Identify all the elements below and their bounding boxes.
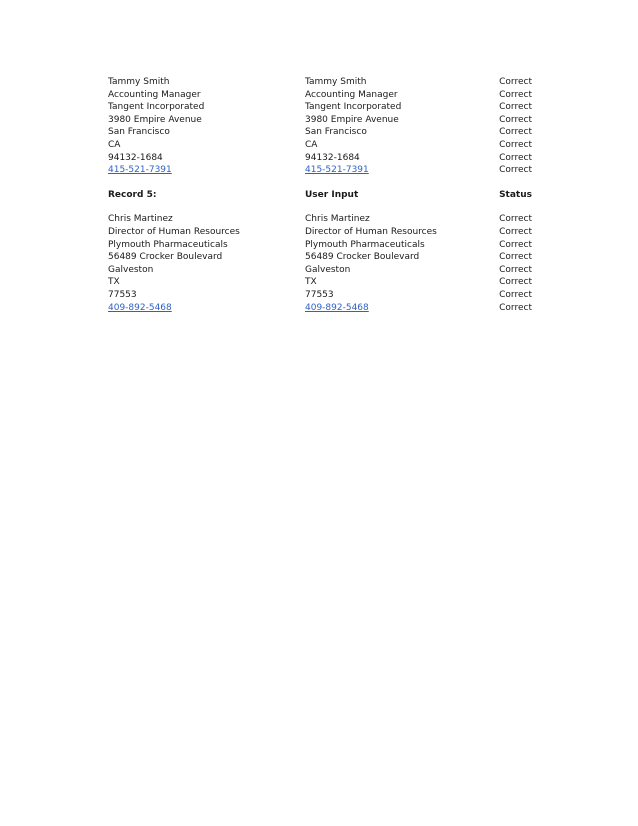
expected-value: 56489 Crocker Boulevard	[108, 252, 223, 263]
user-input-value: Plymouth Pharmaceuticals	[305, 239, 425, 250]
record4-row-state	[108, 139, 532, 152]
status-value: Correct	[499, 239, 532, 250]
record4-row-title	[108, 89, 532, 102]
status-value: Correct	[499, 165, 532, 176]
expected-value: 94132-1684	[108, 152, 163, 163]
record4-row-company	[108, 101, 532, 114]
status-value: Correct	[499, 214, 532, 225]
user-input-value: 94132-1684	[305, 152, 360, 163]
user-input-value: Tammy Smith	[305, 77, 367, 87]
user-input-value: 3980 Empire Avenue	[305, 114, 399, 125]
expected-value: San Francisco	[108, 127, 170, 138]
record5-row-city	[108, 264, 532, 277]
record5-row-state	[108, 276, 532, 289]
record4-row-zip	[108, 152, 532, 165]
status-value: Correct	[499, 152, 532, 163]
record5-row-company	[108, 239, 532, 252]
status-value: Correct	[499, 89, 532, 100]
record5-row-title	[108, 226, 532, 239]
record4-row-phone	[108, 164, 532, 177]
status-header: Status	[499, 189, 532, 200]
user-input-value: San Francisco	[305, 127, 367, 138]
expected-value: TX	[108, 277, 120, 288]
user-input-header: User Input	[305, 189, 359, 200]
user-input-value: Chris Martinez	[305, 214, 370, 225]
results-document	[108, 76, 532, 314]
phone-link[interactable]: 409-892-5468	[305, 302, 369, 313]
user-input-value: TX	[305, 277, 317, 288]
status-value: Correct	[499, 302, 532, 313]
status-value: Correct	[499, 226, 532, 237]
phone-link[interactable]: 409-892-5468	[108, 302, 172, 313]
phone-link[interactable]: 415-521-7391	[305, 165, 369, 176]
status-value: Correct	[499, 102, 532, 113]
status-value: Correct	[499, 114, 532, 125]
phone-link[interactable]: 415-521-7391	[108, 165, 172, 176]
record5-row-address	[108, 251, 532, 264]
record5-row-name	[108, 213, 532, 226]
record4-row-city	[108, 126, 532, 139]
status-value: Correct	[499, 289, 532, 300]
user-input-value: Accounting Manager	[305, 89, 398, 100]
status-value: Correct	[499, 252, 532, 263]
status-value: Correct	[499, 139, 532, 150]
expected-value: Plymouth Pharmaceuticals	[108, 239, 228, 250]
record5-row-phone	[108, 302, 532, 315]
expected-value: CA	[108, 139, 121, 150]
expected-value: Galveston	[108, 264, 154, 275]
record4-row-name	[108, 76, 532, 89]
record5-header	[108, 189, 532, 202]
status-value: Correct	[499, 277, 532, 288]
expected-value: Tammy Smith	[108, 77, 170, 87]
status-value: Correct	[499, 127, 532, 138]
expected-value: 3980 Empire Avenue	[108, 114, 202, 125]
expected-value: Accounting Manager	[108, 89, 201, 100]
user-input-value: 56489 Crocker Boulevard	[305, 252, 420, 263]
expected-value: Chris Martinez	[108, 214, 173, 225]
user-input-value: Galveston	[305, 264, 351, 275]
expected-value: Tangent Incorporated	[108, 102, 205, 113]
status-value: Correct	[499, 264, 532, 275]
user-input-value: 77553	[305, 289, 334, 300]
record-label: Record 5:	[108, 189, 157, 200]
user-input-value: CA	[305, 139, 318, 150]
user-input-value: Tangent Incorporated	[305, 102, 402, 113]
status-value: Correct	[499, 77, 532, 87]
expected-value: 77553	[108, 289, 137, 300]
record4-row-address	[108, 114, 532, 127]
expected-value: Director of Human Resources	[108, 226, 240, 237]
user-input-value: Director of Human Resources	[305, 226, 437, 237]
record5-row-zip	[108, 289, 532, 302]
